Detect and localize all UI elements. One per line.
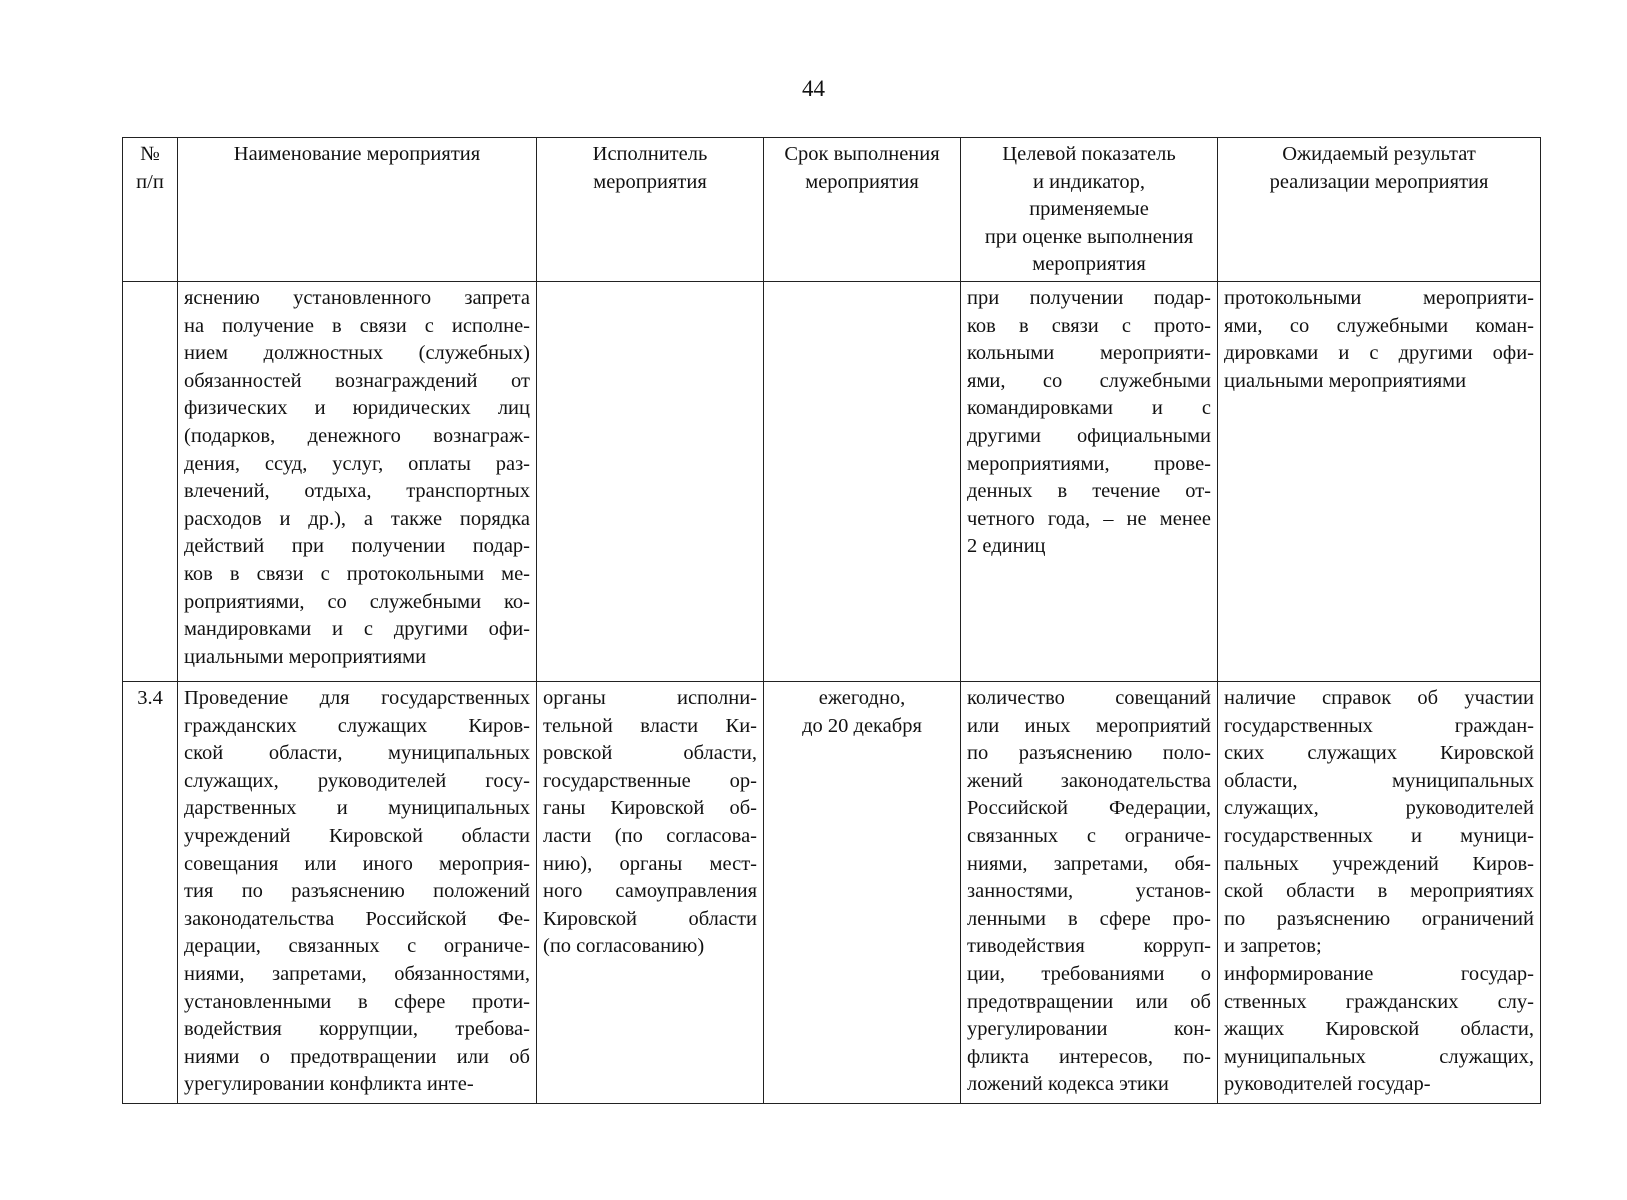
cell-text-line: протокольными мероприяти- xyxy=(1224,286,1534,309)
cell-text-line: при получении подар- xyxy=(967,286,1211,309)
cell-text-line: на получение в связи с исполне- xyxy=(184,314,530,337)
cell-text-line: (подарков, денежного вознаграж- xyxy=(184,424,530,447)
cell-text-line: Целевой показатель xyxy=(1002,143,1176,165)
cell-text-line: циальными мероприятиями xyxy=(184,645,427,668)
cell-text-line: занностями, установ- xyxy=(967,880,1211,903)
cell-text-line: гражданских служащих Киров- xyxy=(184,714,530,737)
cell-text-line: тиводействия корруп- xyxy=(967,935,1211,958)
cell-text-line: наличие справок об участии xyxy=(1224,686,1534,709)
cell-text-line: ков в связи с протокольными ме- xyxy=(184,562,530,585)
cell-text-line: ской области, муниципальных xyxy=(184,742,530,765)
cell-text-line: жащих Кировской области, xyxy=(1224,1018,1534,1041)
cell-text-line: циальными мероприятиями xyxy=(1224,369,1467,392)
header-num xyxy=(123,138,178,282)
row-number xyxy=(123,281,178,681)
cell-text-line: п/п xyxy=(136,170,164,193)
indicator-cell xyxy=(961,681,1218,1103)
cell-text-line: информирование государ- xyxy=(1224,962,1534,985)
cell-text-line: Ожидаемый результат xyxy=(1282,143,1476,165)
cell-text-line: служащих, руководителей госу- xyxy=(184,769,530,792)
cell-text-line: ленными в сфере про- xyxy=(967,907,1211,930)
cell-text-line: ции, требованиями о xyxy=(967,962,1211,985)
table-row xyxy=(123,281,1541,681)
cell-text-line: Срок выполнения xyxy=(784,143,940,165)
cell-text-line: физических и юридических лиц xyxy=(184,397,530,420)
cell-text-line: расходов и др.), а также порядка xyxy=(184,507,530,530)
cell-text-line: дения, ссуд, услуг, оплаты раз- xyxy=(184,452,530,475)
table-row xyxy=(123,681,1541,1103)
cell-text-line: действий при получении подар- xyxy=(184,535,530,558)
cell-text-line: по разъяснению поло- xyxy=(967,742,1211,765)
cell-text-line: кольными мероприяти- xyxy=(967,342,1211,365)
cell-text-line: дерации, связанных с ограниче- xyxy=(184,935,530,958)
cell-text-line: или иных мероприятий xyxy=(967,714,1211,737)
header-executor xyxy=(537,138,764,282)
cell-text-line: предотвращении или об xyxy=(967,990,1211,1013)
table-header-row xyxy=(123,138,1541,282)
header-indicator xyxy=(961,138,1218,282)
cell-text-line: фликта интересов, по- xyxy=(967,1045,1211,1068)
result-cell xyxy=(1218,681,1541,1103)
cell-text-line: дарственных и муниципальных xyxy=(184,797,530,820)
cell-text-line: ниями, запретами, обязанностями, xyxy=(184,962,530,985)
measures-table xyxy=(122,137,1541,1104)
cell-text-line: ежегодно, xyxy=(818,686,906,709)
cell-text-line: мандировками и с другими офи- xyxy=(184,618,530,641)
cell-text-line: ков в связи с прото- xyxy=(967,314,1211,337)
result-cell xyxy=(1218,281,1541,681)
cell-text-line: ного самоуправления xyxy=(543,880,757,903)
cell-text-line: связанных с ограниче- xyxy=(967,824,1211,847)
cell-text-line: реализации мероприятия xyxy=(1269,170,1489,193)
cell-text-line: пальных учреждений Киров- xyxy=(1224,852,1534,875)
cell-text-line: ниями, запретами, обя- xyxy=(967,852,1211,875)
cell-text-line: Кировской области xyxy=(543,907,757,930)
cell-text-line: дировками и с другими офи- xyxy=(1224,342,1534,365)
cell-text-line: ями, со служебными xyxy=(967,369,1211,392)
header-name xyxy=(178,138,537,282)
cell-text-line: ганы Кировской об- xyxy=(543,797,757,820)
deadline-cell xyxy=(764,281,961,681)
cell-text-line: ственных гражданских слу- xyxy=(1224,990,1534,1013)
cell-text-line: № xyxy=(140,143,160,165)
cell-text-line: тия по разъяснению положений xyxy=(184,880,530,903)
page-number: 44 xyxy=(802,76,825,101)
cell-text-line: при оценке выполнения xyxy=(984,225,1194,248)
cell-text-line: до 20 декабря xyxy=(802,714,922,737)
cell-text-line: урегулировании кон- xyxy=(967,1018,1211,1041)
cell-text-line: нию), органы мест- xyxy=(543,852,757,875)
cell-text-line: нием должностных (служебных) xyxy=(184,342,530,365)
cell-text-line: мероприятия xyxy=(1032,253,1146,276)
cell-text-line: учреждений Кировской области xyxy=(184,824,530,847)
cell-text-line: области, муниципальных xyxy=(1224,769,1534,792)
cell-text-line: совещания или иного мероприя- xyxy=(184,852,530,875)
cell-text-line: командировками и с xyxy=(967,397,1211,420)
cell-text-line: мероприятия xyxy=(805,170,919,193)
row-number: 3.4 xyxy=(123,681,178,1103)
cell-text-line: установленными в сфере проти- xyxy=(184,990,530,1013)
cell-text-line: Исполнитель xyxy=(592,143,708,165)
cell-text-line: государственных граждан- xyxy=(1224,714,1534,737)
deadline-cell xyxy=(764,681,961,1103)
cell-text-line: органы исполни- xyxy=(543,686,757,709)
cell-text-line: водействия коррупции, требова- xyxy=(184,1018,530,1041)
cell-text-line: роприятиями, со служебными ко- xyxy=(184,590,530,613)
cell-text-line: руководителей государ- xyxy=(1224,1073,1431,1096)
cell-text-line: Российской Федерации, xyxy=(967,797,1211,820)
cell-text-line: мероприятиями, прове- xyxy=(967,452,1211,475)
cell-text-line: урегулировании конфликта инте- xyxy=(184,1073,474,1096)
cell-text-line: ниями о предотвращении или об xyxy=(184,1045,530,1068)
cell-text-line: мероприятия xyxy=(593,170,707,193)
header-deadline xyxy=(764,138,961,282)
cell-text-line: четного года, – не менее xyxy=(967,507,1211,530)
cell-text-line: ской области в мероприятиях xyxy=(1224,880,1534,903)
cell-text-line: Проведение для государственных xyxy=(184,686,530,709)
cell-text-line: муниципальных служащих, xyxy=(1224,1045,1534,1068)
cell-text-line: 2 единиц xyxy=(967,535,1046,558)
cell-text-line: государственных и муници- xyxy=(1224,824,1534,847)
cell-text-line: Наименование мероприятия xyxy=(233,143,481,165)
header-result xyxy=(1218,138,1541,282)
measure-name-cell xyxy=(178,281,537,681)
executor-cell xyxy=(537,681,764,1103)
cell-text-line: ложений кодекса этики xyxy=(967,1073,1169,1096)
cell-text-line: другими официальными xyxy=(967,424,1211,447)
cell-text-line: ласти (по согласова- xyxy=(543,824,757,847)
cell-text-line: ровской области, xyxy=(543,742,757,765)
cell-text-line: жений законодательства xyxy=(967,769,1211,792)
cell-text-line: ских служащих Кировской xyxy=(1224,742,1534,765)
cell-text-line: количество совещаний xyxy=(967,686,1211,709)
cell-text-line: и индикатор, xyxy=(1033,170,1145,193)
cell-text-line: и запретов; xyxy=(1224,935,1322,958)
cell-text-line: денных в течение от- xyxy=(967,480,1211,503)
measure-name-cell xyxy=(178,681,537,1103)
cell-text-line: яснению установленного запрета xyxy=(184,286,530,309)
indicator-cell xyxy=(961,281,1218,681)
cell-text-line: ями, со служебными коман- xyxy=(1224,314,1534,337)
cell-text-line: по разъяснению ограничений xyxy=(1224,907,1534,930)
cell-text-line: влечений, отдыха, транспортных xyxy=(184,480,530,503)
cell-text-line: государственные ор- xyxy=(543,769,757,792)
cell-text-line: применяемые xyxy=(1029,198,1149,221)
cell-text-line: законодательства Российской Фе- xyxy=(184,907,530,930)
cell-text-line: обязанностей вознаграждений от xyxy=(184,369,530,392)
executor-cell xyxy=(537,281,764,681)
cell-text-line: служащих, руководителей xyxy=(1224,797,1534,820)
cell-text-line: тельной власти Ки- xyxy=(543,714,757,737)
cell-text-line: (по согласованию) xyxy=(543,935,705,958)
